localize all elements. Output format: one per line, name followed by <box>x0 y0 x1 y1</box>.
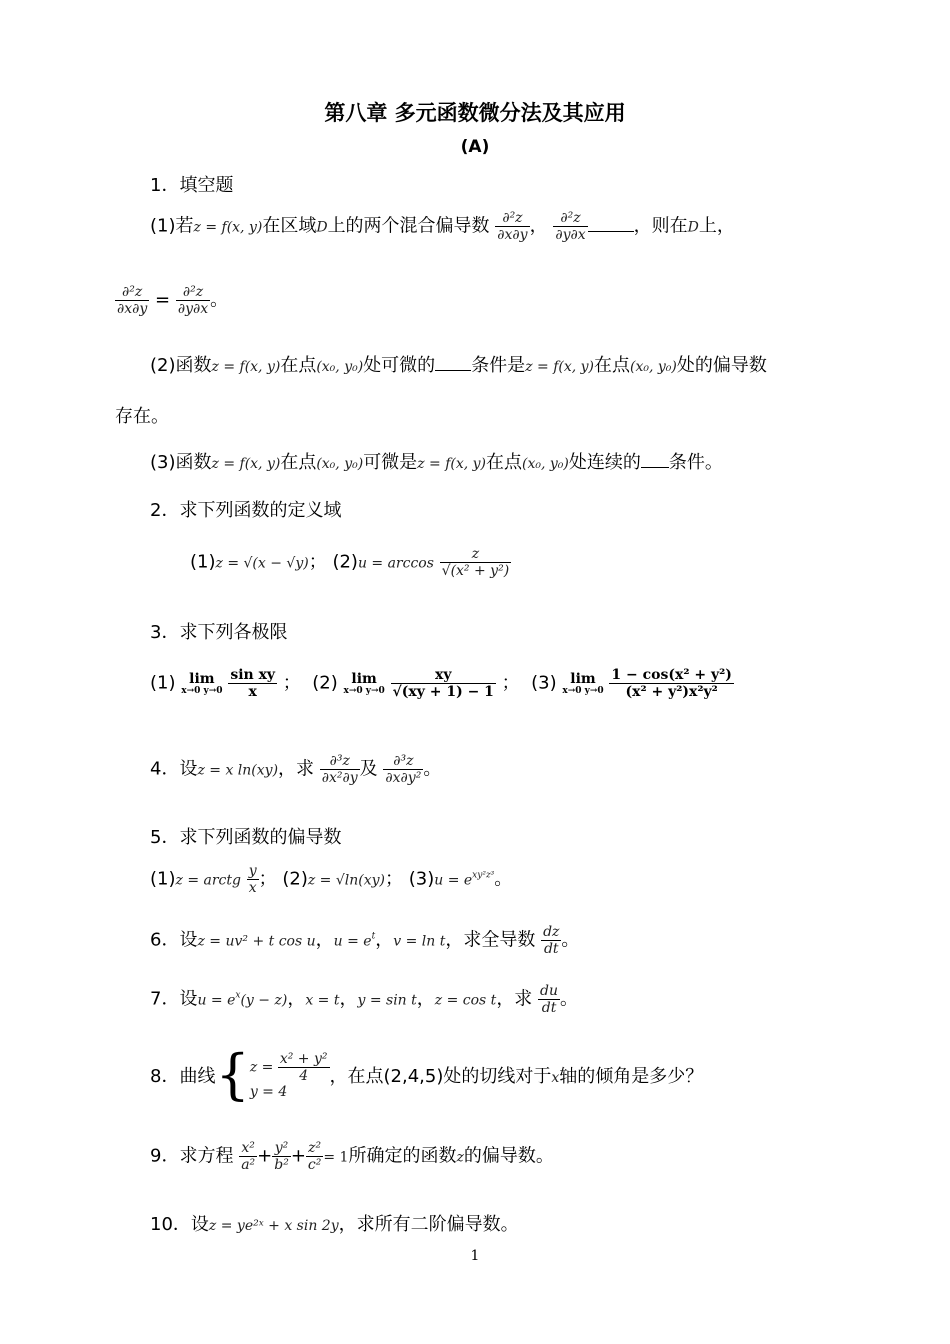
q8: 8．曲线{ z = $\frac{\text{x² + y²}}{4}$ y = 4 ，在点(2,4,5)处的切线对于x轴的倾角是多少？ <box>150 1043 704 1106</box>
answer-blank <box>641 467 669 468</box>
q1-item1-line1: (1)若z = f(x, y)在区域D上的两个混合偏导数 $\frac{\text{∂²z}}{\partial x\partial y}$ ， $\frac{\text{∂²z}}{\partial y\partial x}$ ，则在D上， <box>150 210 735 243</box>
answer-blank <box>588 231 634 232</box>
answer-blank <box>435 370 471 371</box>
q1-item3: (3)函数z = f(x, y)在点(x₀, y₀)可微是z = f(x, y)在点(x₀, y₀)处连续的 条件。 <box>150 452 723 473</box>
q9: 9．求方程 $\frac{\text{x²}}{\text{a²}}$ + $\frac{\text{y²}}{\text{b²}}$ + $\frac{\text{z²}}{\text{c²}}$ = 1所确定的函数z的偏导数。 <box>150 1140 554 1173</box>
q2-items: (1)z = √(x − √y)； (2)u = arccos $\frac{z}{\text{√(x² + y²)}}$ <box>190 546 510 579</box>
q2-heading: 2．求下列函数的定义域 <box>150 500 342 521</box>
q5-items: (1)z = arctg $\frac{y}{x}$ ； (2)z = √ln(xy)； $(3)u = e^{xy^2z^3}$。 <box>150 863 513 896</box>
q10: 10．设z = ye²ˣ + x sin 2y，求所有二阶偏导数。 <box>150 1214 519 1235</box>
q3-heading: 3．求下列各极限 <box>150 622 288 643</box>
q3-items: (1) lim x→0 y→0 $\frac{\text{sin xy}}{x}$ ； (2) lim x→0 y→0 $\frac{xy}{√(xy + 1) - 1}$ ； (3) lim x→0 y→0 $\frac{\text{1 − cos(x² + y²)}}{\text{(x² + y²)x²y²}}$ <box>150 667 732 700</box>
q1-item2-line1: (2)函数z = f(x, y)在点(x₀, y₀)处可微的 条件是z = f(x, y)在点(x₀, y₀)处的偏导数 <box>150 355 767 376</box>
q6: 6．设z = uv² + t cos u，$u = e^t$，v = ln t，求全导数 $\frac{dz}{dt}$ 。 <box>150 924 580 957</box>
mixed-partial-xy: $\frac{\text{∂²z}}{\partial x\partial y}$ <box>497 210 528 243</box>
q1-heading: 1．填空题 <box>150 175 234 196</box>
section-label: (A) <box>460 137 490 157</box>
page-number: 1 <box>470 1248 480 1264</box>
chapter-title: 第八章 多元函数微分法及其应用 <box>324 101 626 125</box>
q1-item2-line2: 存在。 <box>115 406 169 427</box>
q5-heading: 5．求下列函数的偏导数 <box>150 827 342 848</box>
mixed-partial-yx: $\frac{\text{∂²z}}{\partial y\partial x}$ <box>555 210 586 243</box>
q4: 4．设z = x ln(xy)，求 $\frac{\text{∂³z}}{\text{∂x²∂y}}$ 及 $\frac{\text{∂³z}}{\text{∂x∂y²}}$ 。 <box>150 753 442 786</box>
q7: 7．设$u = e^x(y - z)$，x = t，y = sin t，z = cos t，求 $\frac{du}{dt}$ 。 <box>150 983 579 1016</box>
q1-item1-line2: $\frac{\text{∂²z}}{\partial x\partial y}$ = $\frac{\text{∂²z}}{\partial y\partial x}$ 。 <box>117 284 229 317</box>
